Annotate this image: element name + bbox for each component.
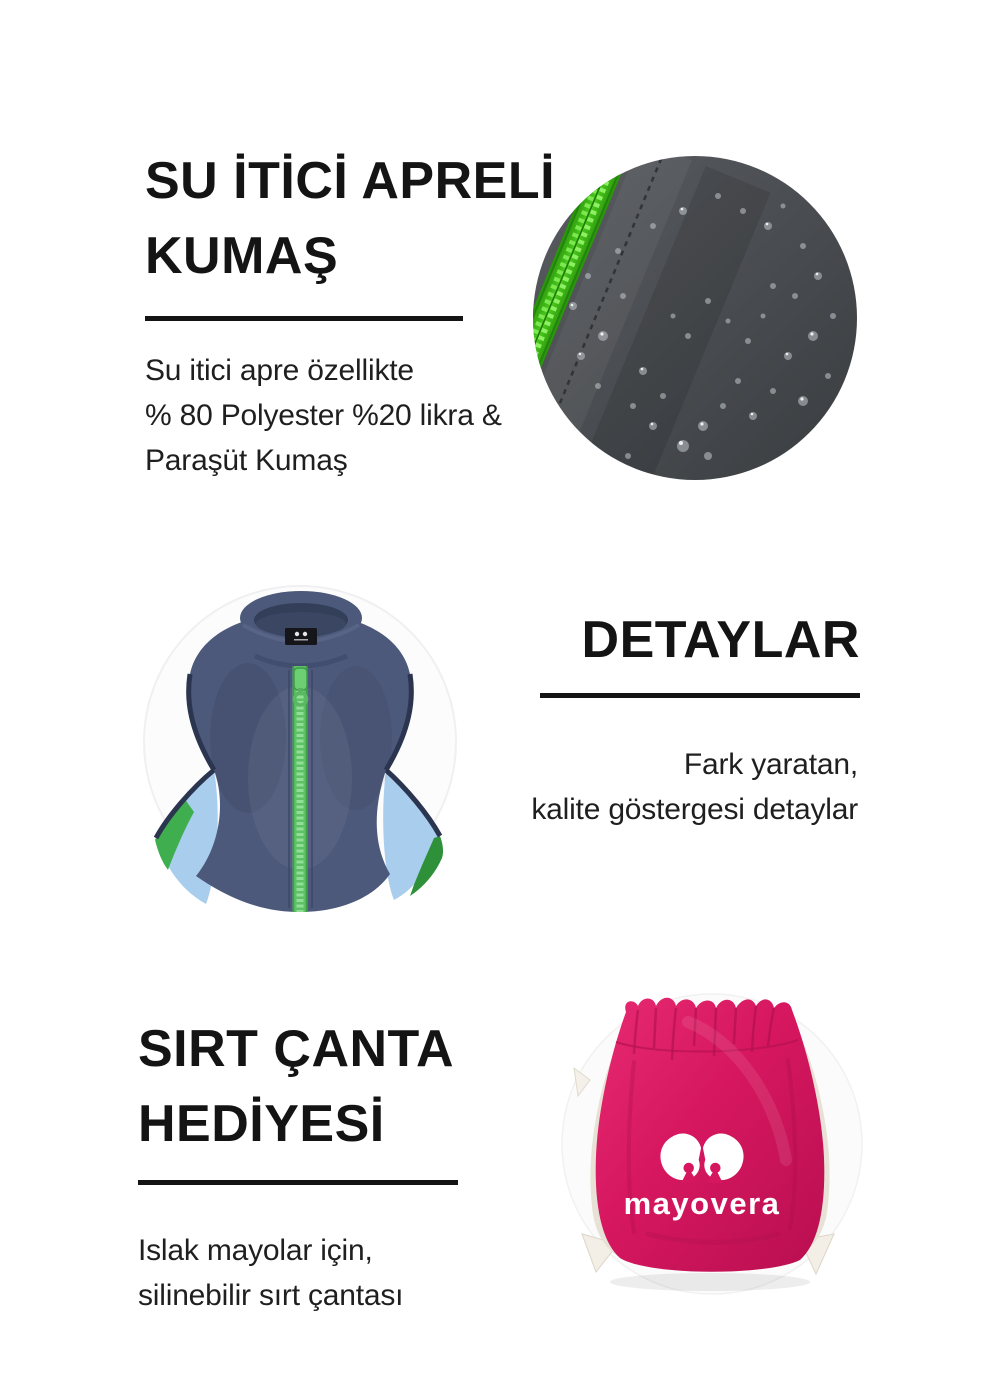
fabric-description-line1: Su itici apre özellikte	[145, 354, 414, 387]
fabric-description-line3: Paraşüt Kumaş	[145, 444, 348, 477]
bag-heading-line2: HEDİYESİ	[138, 1095, 385, 1153]
fabric-description-line2: % 80 Polyester %20 likra &	[145, 399, 502, 432]
swimsuit-collar	[240, 591, 362, 645]
collar-label	[285, 628, 317, 645]
bag-heading-underline	[138, 1180, 458, 1185]
bag-heading	[138, 1012, 454, 1162]
bag-description-line1: Islak mayolar için,	[138, 1234, 373, 1267]
details-description	[531, 742, 858, 832]
fabric-closeup-photo	[533, 156, 857, 480]
fabric-heading-underline	[145, 316, 463, 321]
bag-description-line2: silinebilir sırt çantası	[138, 1279, 404, 1312]
swimsuit-image	[140, 578, 460, 950]
bag-heading-line1: SIRT ÇANTA	[138, 1020, 455, 1078]
details-heading	[582, 603, 860, 678]
fabric-closeup-image	[533, 156, 857, 480]
details-description-line1: Fark yaratan,	[683, 748, 858, 781]
fabric-heading	[145, 144, 555, 294]
bag-body	[596, 998, 825, 1272]
fabric-heading-line2: KUMAŞ	[145, 227, 339, 285]
bag-logo-text: mayovera	[623, 1186, 781, 1221]
backpack-photo	[538, 982, 882, 1318]
swimsuit-photo	[140, 578, 460, 950]
details-description-line2: kalite göstergesi detaylar	[531, 793, 858, 826]
details-heading-underline	[540, 693, 860, 698]
backpack-image	[538, 982, 882, 1318]
details-heading-text: DETAYLAR	[581, 611, 860, 669]
fabric-description	[145, 348, 502, 483]
fabric-heading-line1: SU İTİCİ APRELİ	[145, 152, 556, 210]
bag-description	[138, 1228, 403, 1318]
